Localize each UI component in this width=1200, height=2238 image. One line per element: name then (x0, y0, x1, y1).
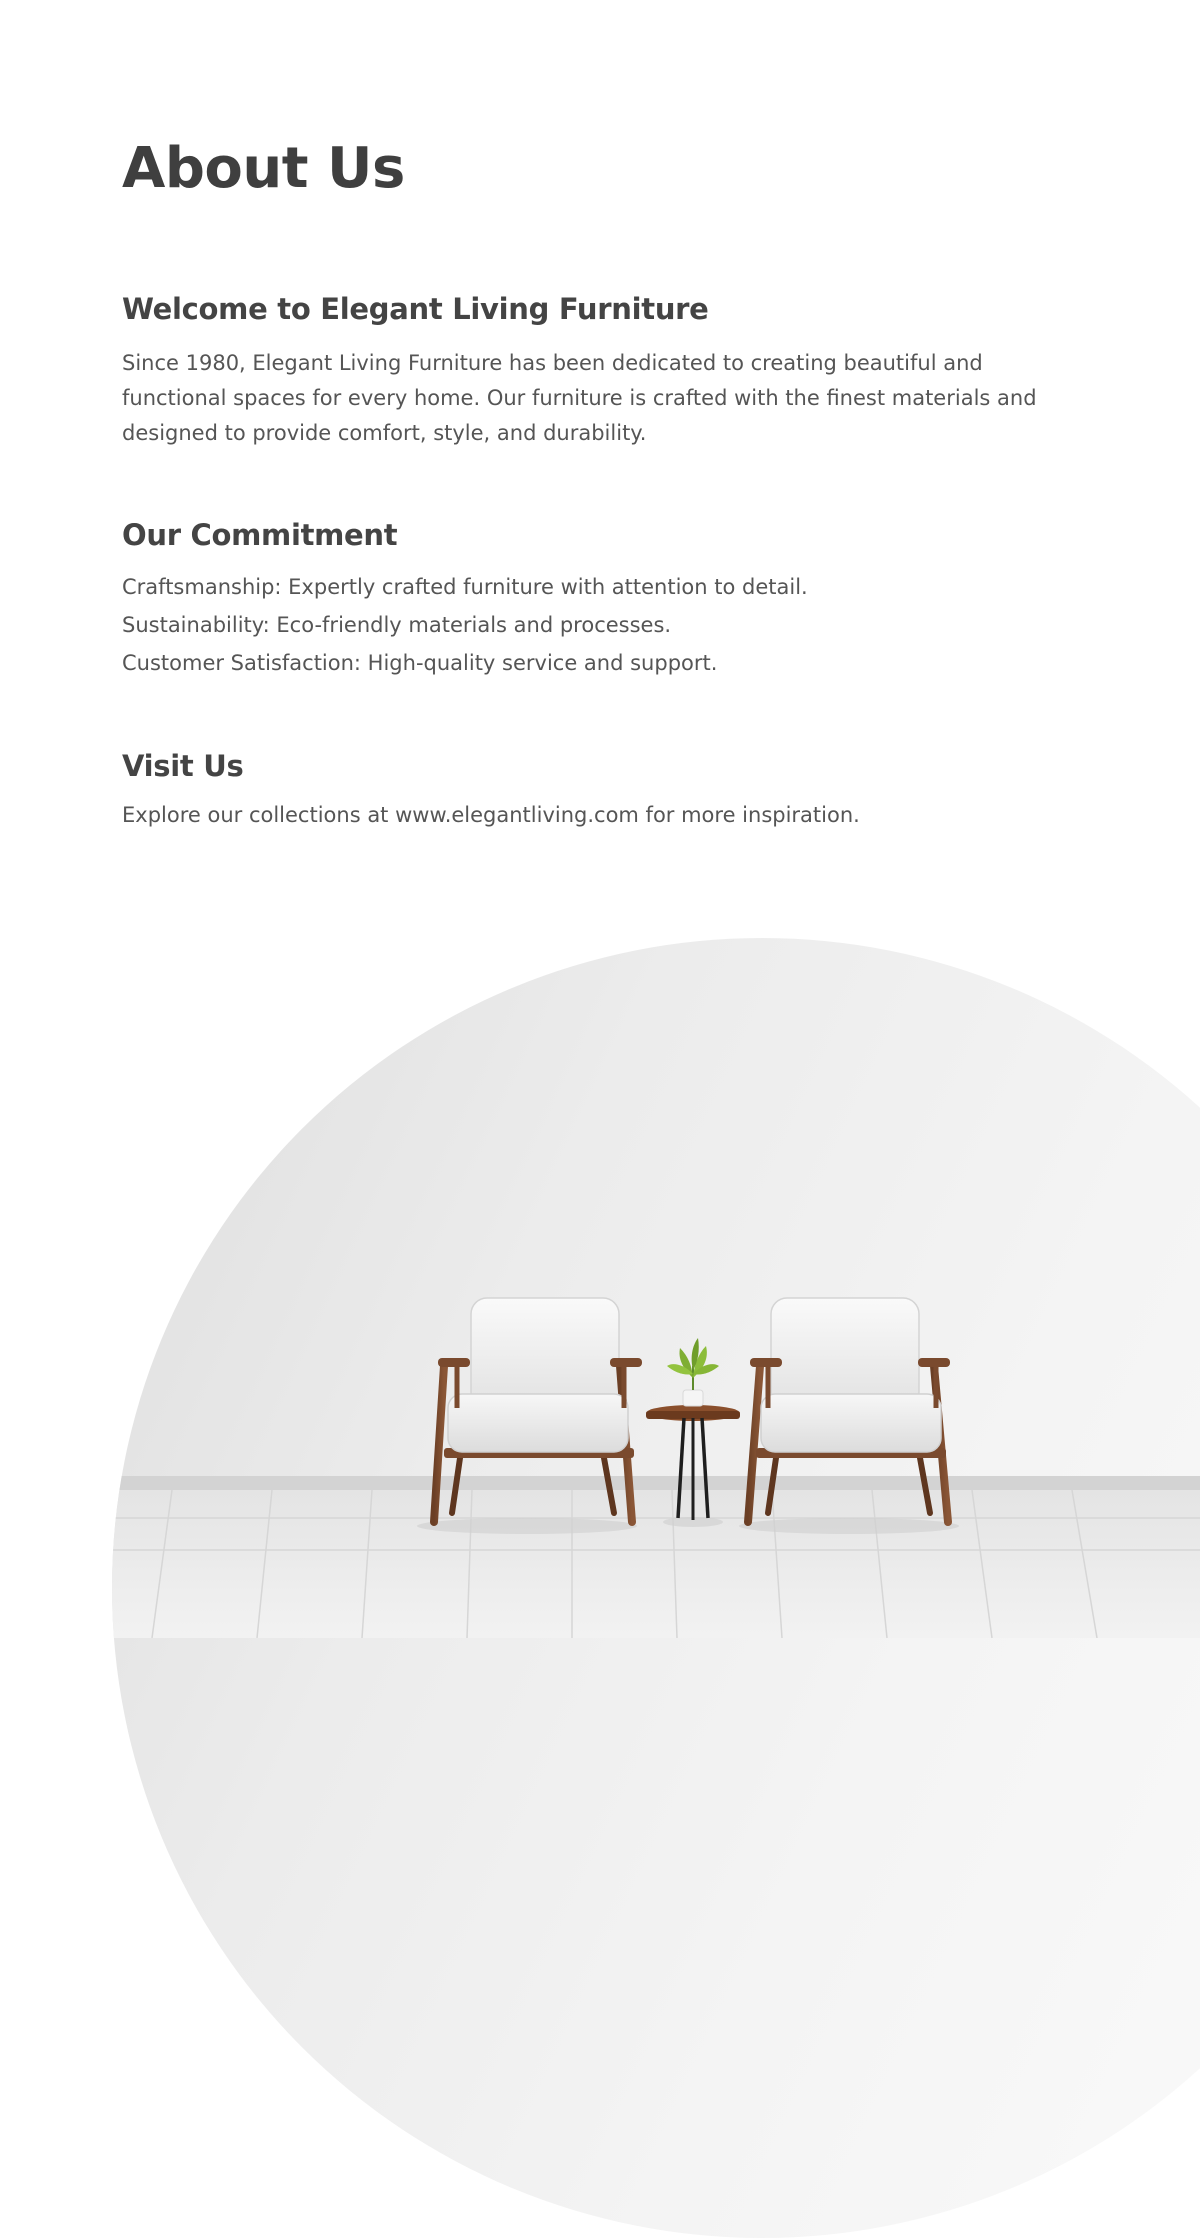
baseboard (112, 1476, 1200, 1490)
commitment-list (122, 568, 1092, 682)
commitment-item-craftsmanship: Craftsmanship: Expertly crafted furniture with attention to detail. (122, 575, 808, 599)
welcome-section (122, 292, 1092, 451)
commitment-item-customer-satisfaction: Customer Satisfaction: High-quality service and support. (122, 651, 718, 675)
living-room-illustration (112, 938, 1200, 1638)
welcome-body: Since 1980, Elegant Living Furniture has been dedicated to creating beautiful and functional spaces for every home. Our furniture is crafted with the finest materials and designed to provide comfort, style, and durability. (122, 351, 1037, 445)
visit-heading: Visit Us (122, 749, 244, 783)
commitment-heading: Our Commitment (122, 518, 398, 552)
visit-body: Explore our collections at www.elegantliving.com for more inspiration. (122, 803, 860, 827)
visit-section (122, 749, 1092, 831)
furniture-photo (112, 938, 1200, 2238)
page-title: About Us (122, 136, 405, 201)
welcome-heading: Welcome to Elegant Living Furniture (122, 292, 709, 326)
commitment-section (122, 518, 1092, 682)
floor (112, 1490, 1200, 1638)
commitment-item-sustainability: Sustainability: Eco-friendly materials and processes. (122, 613, 672, 637)
potted-plant (667, 1338, 719, 1406)
